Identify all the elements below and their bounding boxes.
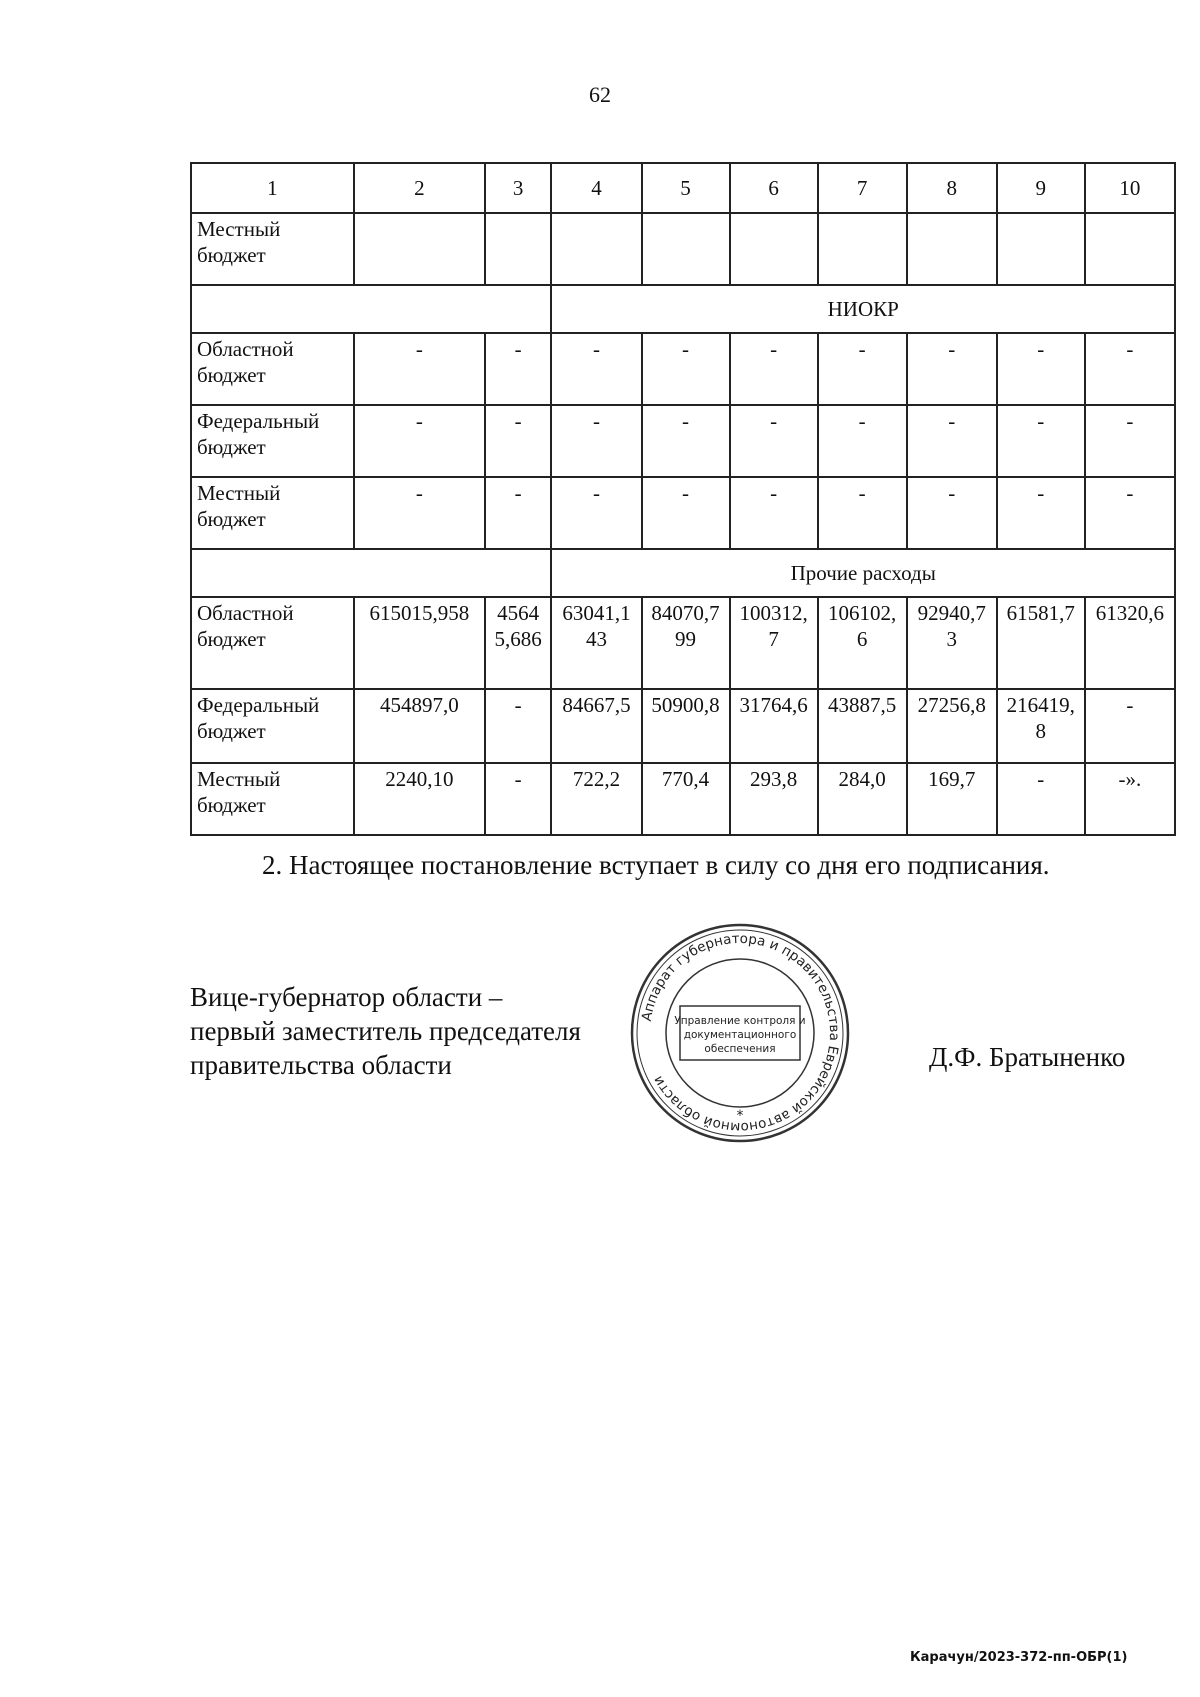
table-cell: 92940,73 — [907, 597, 997, 689]
seal-center-line2: документационного — [683, 1029, 797, 1041]
table-cell: 106102,6 — [818, 597, 907, 689]
table-cell: - — [818, 405, 907, 477]
table-cell: - — [1085, 477, 1175, 549]
seal-center-line1: Управление контроля и — [674, 1015, 806, 1027]
table-cell: 454897,0 — [354, 689, 485, 763]
table-row — [191, 763, 1175, 835]
section-other-row — [191, 549, 1175, 597]
table-cell: 43887,5 — [818, 689, 907, 763]
section-blank-cell — [191, 285, 551, 333]
table-cell: 284,0 — [818, 763, 907, 835]
column-header-6: 6 — [730, 163, 818, 213]
row-label: Федеральный бюджет — [191, 405, 354, 477]
budget-table-body — [191, 163, 1175, 835]
section-blank-cell — [191, 549, 551, 597]
table-cell — [485, 213, 552, 285]
table-cell: - — [997, 405, 1085, 477]
column-header-1: 1 — [191, 163, 354, 213]
table-cell: - — [354, 405, 485, 477]
table-cell: 84070,799 — [642, 597, 730, 689]
table-cell: 169,7 — [907, 763, 997, 835]
footer-document-code: Карачун/2023-372-пп-ОБР(1) — [910, 1650, 1128, 1665]
table-cell: 50900,8 — [642, 689, 730, 763]
table-cell: 770,4 — [642, 763, 730, 835]
table-cell: - — [551, 477, 641, 549]
table-cell: 31764,6 — [730, 689, 818, 763]
table-cell: - — [551, 333, 641, 405]
table-cell: - — [642, 477, 730, 549]
table-row — [191, 477, 1175, 549]
table-cell — [730, 213, 818, 285]
table-cell: - — [907, 333, 997, 405]
signatory-name: Д.Ф. Братыненко — [929, 1042, 1126, 1072]
row-label: Местный бюджет — [191, 477, 354, 549]
table-cell: - — [642, 333, 730, 405]
column-header-10: 10 — [1085, 163, 1175, 213]
table-cell: 216419,8 — [997, 689, 1085, 763]
table-cell: - — [485, 689, 552, 763]
section-niokr-title: НИОКР — [551, 285, 1175, 333]
seal-center-line3: обеспечения — [704, 1043, 776, 1055]
table-cell: 84667,5 — [551, 689, 641, 763]
seal-ring-text: Аппарат губернатора и правительства Еврейской автономной области — [638, 930, 843, 1136]
signatory-position-line3: правительства области — [190, 1050, 452, 1080]
section-niokr-row — [191, 285, 1175, 333]
column-header-4: 4 — [551, 163, 641, 213]
signatory-position — [190, 980, 581, 1082]
table-row — [191, 405, 1175, 477]
table-cell: - — [485, 477, 552, 549]
table-row — [191, 689, 1175, 763]
table-cell: - — [1085, 333, 1175, 405]
column-header-5: 5 — [642, 163, 730, 213]
table-cell: 615015,958 — [354, 597, 485, 689]
table-cell: - — [907, 405, 997, 477]
column-header-2: 2 — [354, 163, 485, 213]
table-cell: - — [485, 763, 552, 835]
table-cell: - — [818, 477, 907, 549]
table-cell: - — [730, 477, 818, 549]
table-cell: 100312,7 — [730, 597, 818, 689]
table-cell: - — [485, 333, 552, 405]
table-row — [191, 597, 1175, 689]
section-other-title: Прочие расходы — [551, 549, 1175, 597]
table-cell: - — [907, 477, 997, 549]
table-header-row — [191, 163, 1175, 213]
row-label: Местный бюджет — [191, 763, 354, 835]
table-cell: - — [997, 333, 1085, 405]
table-cell: 2240,10 — [354, 763, 485, 835]
table-cell: - — [485, 405, 552, 477]
table-cell: - — [551, 405, 641, 477]
table-cell — [1085, 213, 1175, 285]
table-cell: - — [1085, 689, 1175, 763]
table-cell: 722,2 — [551, 763, 641, 835]
decree-text: 2. Настоящее постановление вступает в силу со дня его подписания. — [262, 850, 1050, 880]
page-number: 62 — [589, 82, 611, 107]
row-label: Областной бюджет — [191, 333, 354, 405]
table-row — [191, 333, 1175, 405]
table-cell — [642, 213, 730, 285]
table-cell: - — [818, 333, 907, 405]
table-cell — [818, 213, 907, 285]
table-cell — [551, 213, 641, 285]
table-cell: 61581,7 — [997, 597, 1085, 689]
table-cell: 27256,8 — [907, 689, 997, 763]
column-header-3: 3 — [485, 163, 552, 213]
table-cell: - — [997, 763, 1085, 835]
row-label: Местный бюджет — [191, 213, 354, 285]
table-cell: 293,8 — [730, 763, 818, 835]
table-row — [191, 213, 1175, 285]
table-cell: - — [730, 333, 818, 405]
table-cell — [354, 213, 485, 285]
table-cell: 63041,143 — [551, 597, 641, 689]
table-cell: - — [642, 405, 730, 477]
table-cell — [997, 213, 1085, 285]
table-cell: - — [730, 405, 818, 477]
budget-table — [190, 162, 1176, 836]
column-header-8: 8 — [907, 163, 997, 213]
signatory-position-line2: первый заместитель председателя — [190, 1016, 581, 1046]
table-cell: -». — [1085, 763, 1175, 835]
table-cell: 61320,6 — [1085, 597, 1175, 689]
signatory-position-line1: Вице-губернатор области – — [190, 982, 503, 1012]
row-label: Областной бюджет — [191, 597, 354, 689]
row-label: Федеральный бюджет — [191, 689, 354, 763]
table-cell: 45645,686 — [485, 597, 552, 689]
table-cell — [907, 213, 997, 285]
table-cell: - — [354, 333, 485, 405]
seal-star: * — [736, 1108, 744, 1124]
official-seal — [628, 921, 852, 1145]
column-header-7: 7 — [818, 163, 907, 213]
table-cell: - — [997, 477, 1085, 549]
table-cell: - — [1085, 405, 1175, 477]
table-cell: - — [354, 477, 485, 549]
column-header-9: 9 — [997, 163, 1085, 213]
